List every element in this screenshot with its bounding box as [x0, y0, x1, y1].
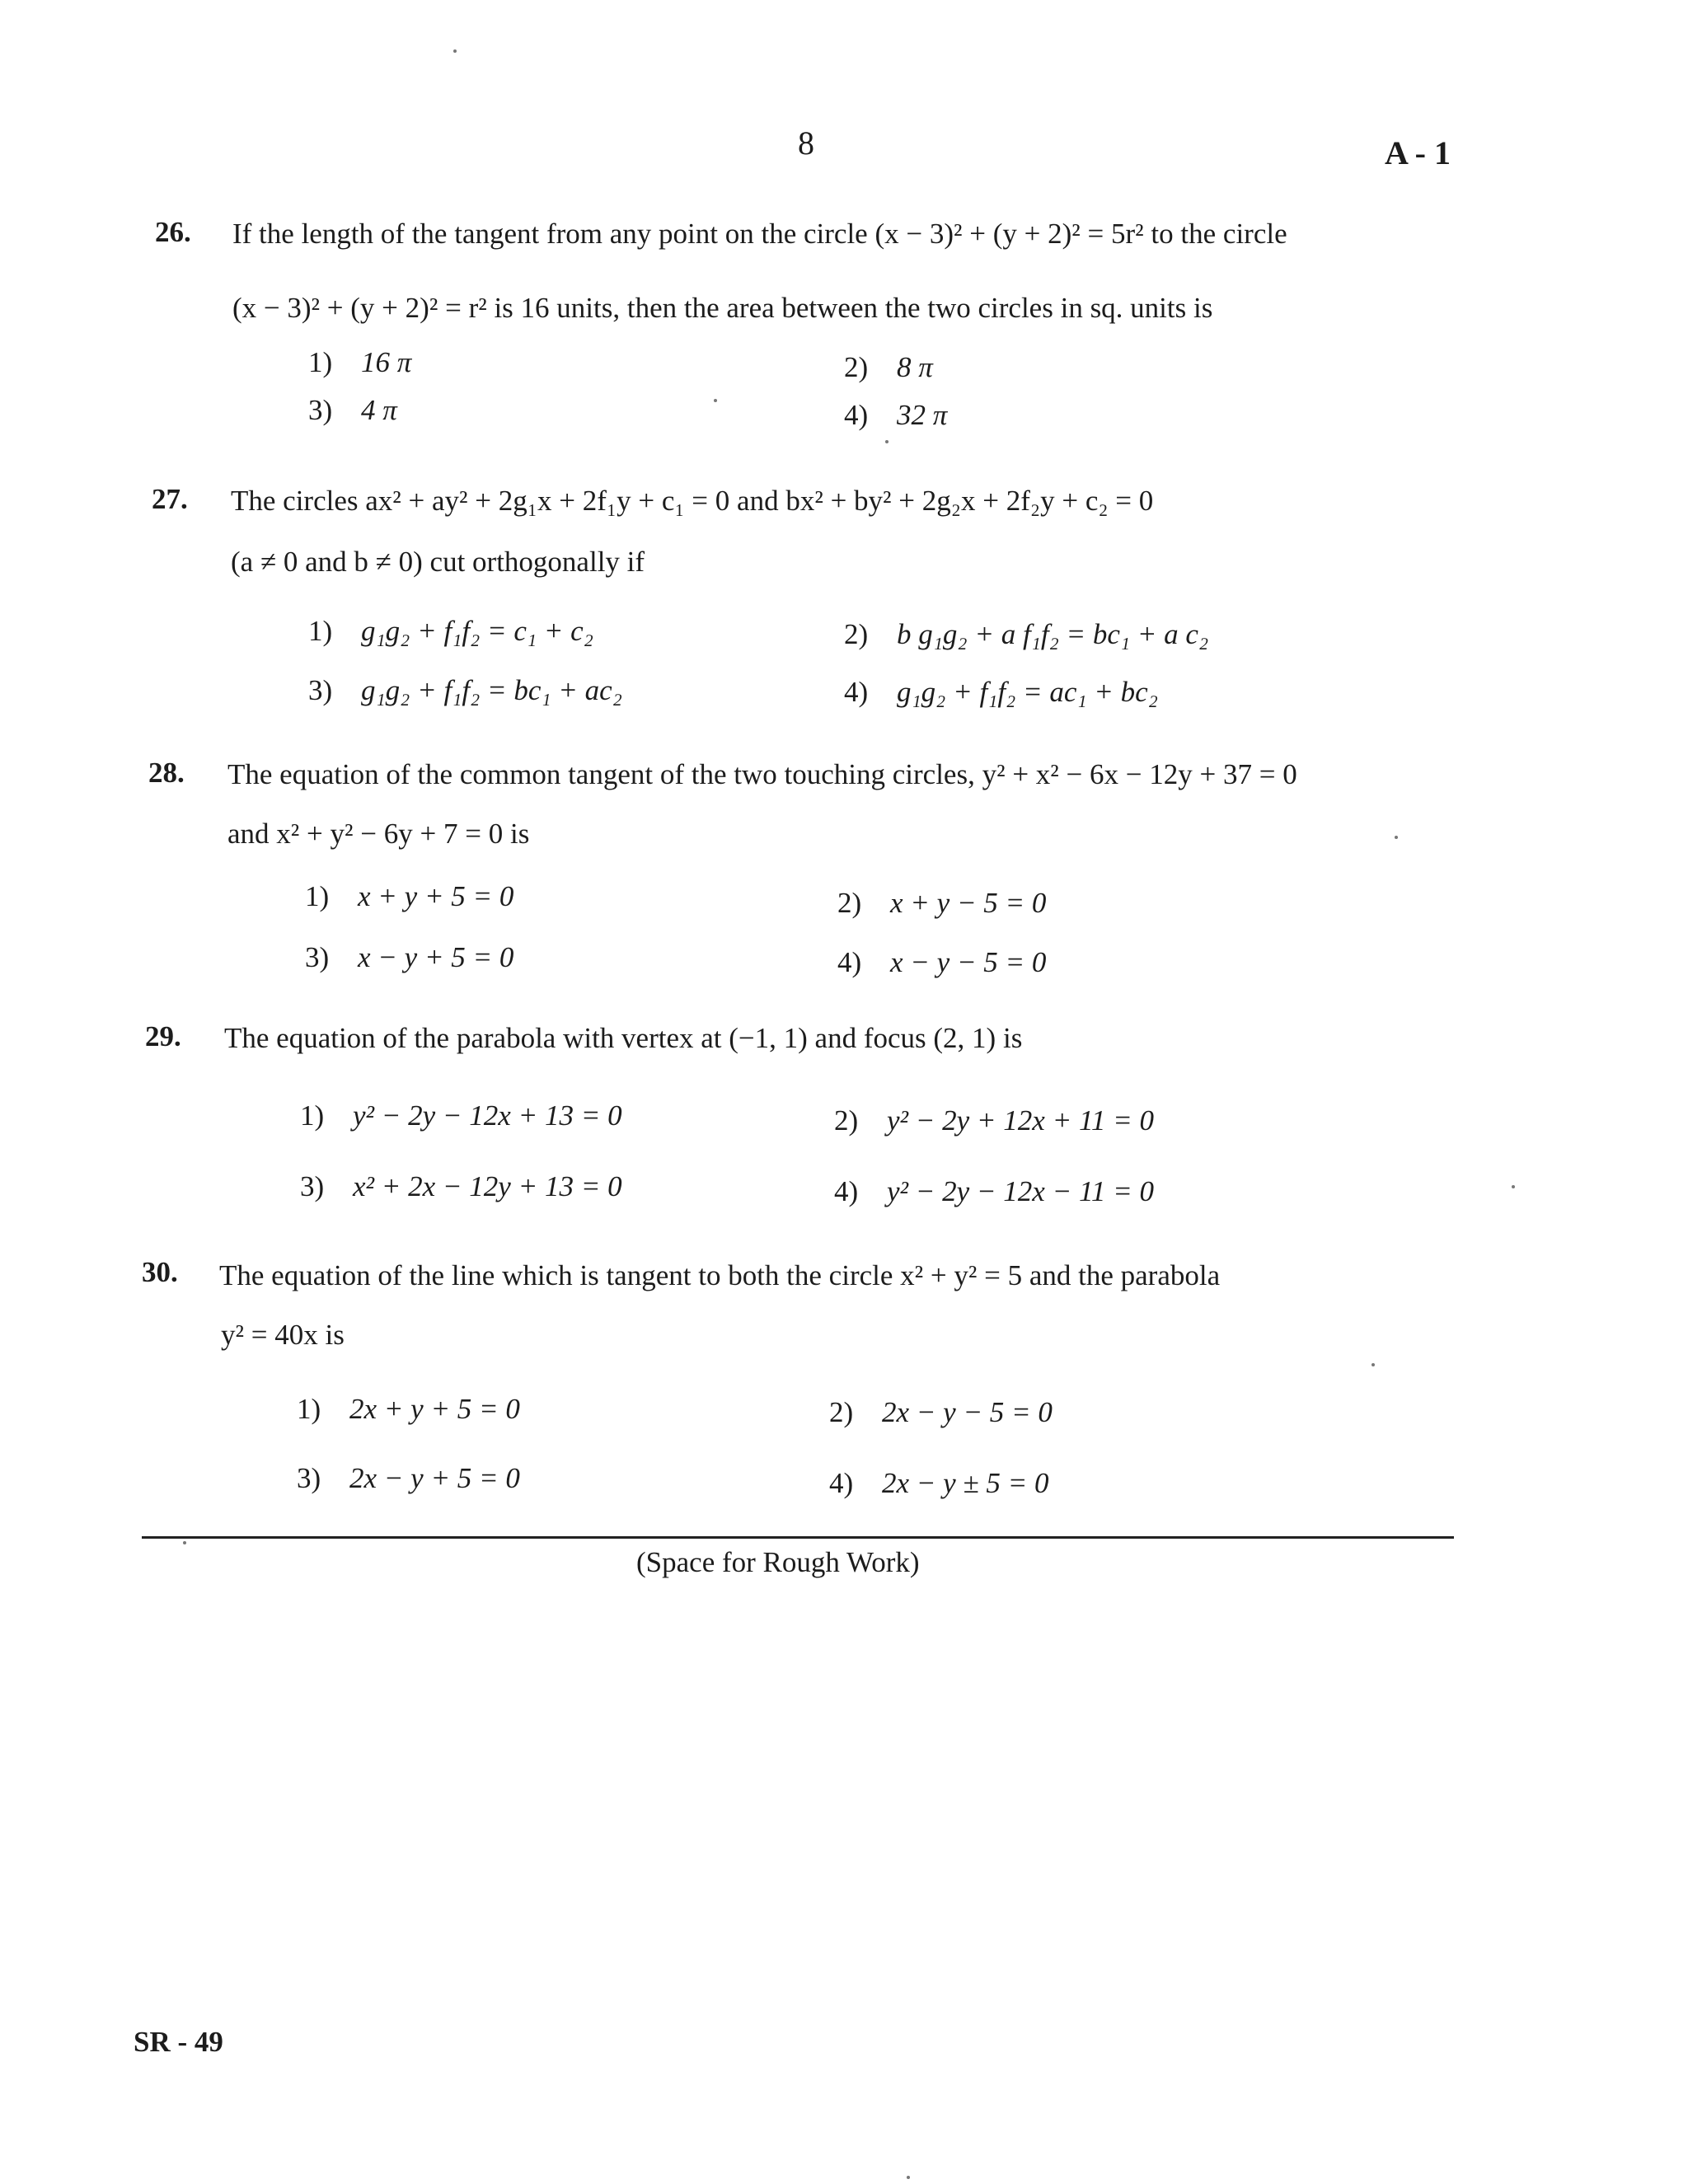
option-text: b g₁g₂ + a f₁f₂ = bc₁ + a c₂ [897, 618, 1209, 650]
option-number: 4) [829, 1467, 854, 1499]
question-number: 30. [142, 1256, 178, 1288]
question-text-line1: The equation of the parabola with vertex at (−1, 1) and focus (2, 1) is [224, 1022, 1023, 1054]
option-number: 2) [829, 1396, 854, 1428]
paper-code: A - 1 [1385, 134, 1451, 171]
option-number: 3) [300, 1170, 325, 1202]
question-text-line2: (a ≠ 0 and b ≠ 0) cut orthogonally if [231, 546, 645, 578]
divider-rule [142, 1536, 1454, 1539]
option-1 [305, 880, 513, 913]
question-number: 26. [155, 216, 191, 248]
option-3 [308, 674, 622, 707]
option-text: g₁g₂ + f₁f₂ = bc₁ + ac₂ [361, 674, 622, 706]
option-2 [837, 887, 1046, 920]
option-4 [837, 946, 1046, 979]
option-2 [834, 1104, 1154, 1137]
option-text: x + y − 5 = 0 [890, 887, 1047, 919]
scan-speck [1512, 1185, 1515, 1188]
option-number: 4) [844, 676, 869, 708]
option-text: y² − 2y − 12x + 13 = 0 [353, 1099, 622, 1132]
option-2 [844, 618, 1208, 651]
option-2 [844, 351, 933, 384]
option-text: 8 π [897, 351, 933, 383]
scan-speck [885, 440, 889, 443]
option-4 [829, 1467, 1049, 1500]
option-text: x − y + 5 = 0 [358, 941, 514, 973]
option-number: 4) [837, 946, 862, 978]
question-number: 29. [145, 1020, 181, 1052]
option-number: 1) [308, 346, 333, 378]
option-text: 2x − y + 5 = 0 [349, 1462, 520, 1494]
scan-speck [714, 399, 717, 402]
option-number: 3) [308, 394, 333, 426]
scan-speck [1372, 1363, 1375, 1366]
option-text: g₁g₂ + f₁f₂ = ac₁ + bc₂ [897, 676, 1158, 708]
option-3 [300, 1170, 622, 1203]
option-number: 3) [305, 941, 330, 973]
option-1 [308, 615, 593, 648]
question-text-line2: y² = 40x is [221, 1319, 345, 1351]
option-number: 2) [844, 618, 869, 650]
page-number: 8 [798, 124, 814, 162]
option-text: 2x − y − 5 = 0 [882, 1396, 1053, 1428]
option-4 [844, 399, 947, 432]
question-number: 28. [148, 757, 185, 789]
option-number: 3) [308, 674, 333, 706]
option-number: 1) [305, 880, 330, 912]
option-number: 4) [844, 399, 869, 431]
scan-speck [183, 1541, 186, 1544]
question-text-line2: (x − 3)² + (y + 2)² = r² is 16 units, then the area between the two circles in sq. units is [232, 292, 1213, 324]
option-text: y² − 2y − 12x − 11 = 0 [887, 1175, 1154, 1207]
question-text-line1: The equation of the common tangent of the two touching circles, y² + x² − 6x − 12y + 37 = 0 [227, 758, 1297, 790]
option-text: 16 π [361, 346, 412, 378]
option-number: 1) [300, 1099, 325, 1132]
rough-work-label: (Space for Rough Work) [636, 1546, 920, 1578]
question-number: 27. [152, 483, 188, 515]
option-text: x − y − 5 = 0 [890, 946, 1047, 978]
option-text: 2x + y + 5 = 0 [349, 1393, 520, 1425]
question-text-line1: If the length of the tangent from any point on the circle (x − 3)² + (y + 2)² = 5r² to the circle [232, 218, 1287, 250]
option-4 [834, 1175, 1154, 1208]
footer-code: SR - 49 [134, 2026, 223, 2058]
option-text: 32 π [897, 399, 948, 431]
option-1 [297, 1393, 520, 1426]
option-text: g₁g₂ + f₁f₂ = c₁ + c₂ [361, 615, 593, 647]
question-text-line1: The circles ax² + ay² + 2g₁x + 2f₁y + c₁ = 0 and bx² + by² + 2g₂x + 2f₂y + c₂ = 0 [231, 485, 1154, 517]
option-1 [300, 1099, 622, 1132]
option-number: 4) [834, 1175, 859, 1207]
option-number: 2) [837, 887, 862, 919]
option-text: x + y + 5 = 0 [358, 880, 514, 912]
scan-speck [453, 49, 457, 53]
option-3 [297, 1462, 520, 1495]
option-text: 4 π [361, 394, 397, 426]
option-2 [829, 1396, 1053, 1429]
scan-speck [907, 2176, 910, 2179]
option-1 [308, 346, 411, 379]
option-text: y² − 2y + 12x + 11 = 0 [887, 1104, 1154, 1137]
option-number: 1) [297, 1393, 321, 1425]
question-text-line2: and x² + y² − 6y + 7 = 0 is [227, 818, 530, 850]
option-number: 3) [297, 1462, 321, 1494]
option-3 [308, 394, 397, 427]
option-number: 1) [308, 615, 333, 647]
option-text: 2x − y ± 5 = 0 [882, 1467, 1049, 1499]
option-text: x² + 2x − 12y + 13 = 0 [353, 1170, 622, 1202]
option-3 [305, 941, 513, 974]
scan-speck [1395, 836, 1398, 839]
option-number: 2) [844, 351, 869, 383]
question-text-line1: The equation of the line which is tangent to both the circle x² + y² = 5 and the parabola [219, 1259, 1221, 1291]
option-4 [844, 676, 1158, 709]
option-number: 2) [834, 1104, 859, 1137]
